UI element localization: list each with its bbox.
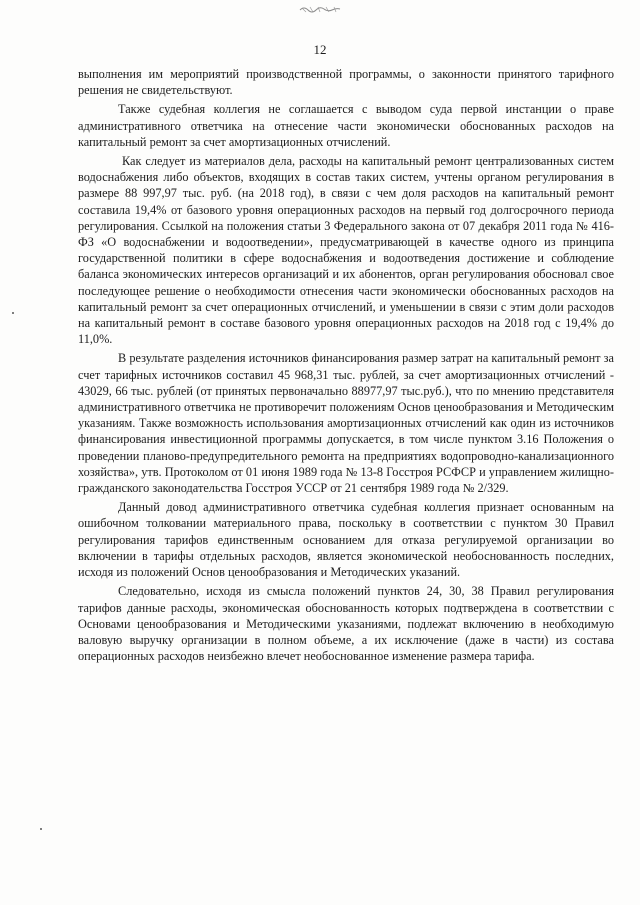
paragraph-6: Следовательно, исходя из смысла положений пунктов 24, 30, 38 Правил регулирования тарифов данные расходы, экономическая обоснованность которых подтверждена в соответствии с Основами ценообразования и Методическими указаниями, подлежат включению в необходимую валовую выручку организации в полном объеме, а их исключение (даже в части) из состава операционных расходов неизбежно влечет необоснованное изменение размера тарифа.: [78, 584, 614, 664]
scan-speck: [40, 828, 42, 830]
paragraph-5: Данный довод административного ответчика судебная коллегия признает основанным на ошибочном толковании материального права, поскольку в соответствии с пунктом 30 Правил регулирования тарифов единственным основанием для отказа регулируемой организации во включении в тарифы отдельных расходов, является экономической необоснованность последних, исходя из положений Основ ценообразования и Методических указаний.: [78, 500, 614, 580]
scan-speck: [12, 312, 14, 314]
paragraph-1: выполнения им мероприятий производственной программы, о законности принятого тарифного решения не свидетельствуют.: [78, 67, 614, 98]
paragraph-4: В результате разделения источников финансирования размер затрат на капитальный ремонт за счет тарифных источников составил 45 968,31 тыс. рублей, за счет амортизационных отчислений - 43029, 66 тыс. рублей (от принятых первоначально 88977,97 тыс.руб.), что по мнению представителя административного ответчика не противоречит положениям Основ ценообразования и Методическим указаниям. Также возможность использования амортизационных отчислений как один из источников финансирования инвестиционной программы допускается, в том числе пунктом 3.16 Положения о проведении планово-предупредительного ремонта на предприятиях водопроводно-канализационного хозяйства», утв. Протоколом от 01 июня 1989 года № 13-8 Госстроя РСФСР и управлением жилищно-гражданского законодательства Госстроя УССР от 21 сентября 1989 года № 2/329.: [78, 351, 614, 496]
document-body: [78, 66, 614, 667]
paragraph-3: Как следует из материалов дела, расходы на капитальный ремонт централизованных систем водоснабжения либо объектов, входящих в состав таких систем, учтены органом регулирования в размере 88 997,97 тыс. руб. (на 2018 год), в связи с чем доля расходов на капитальный ремонт составила 19,4% от базового уровня операционных расходов на первый год долгосрочного периода регулирования. Ссылкой на положения статьи 3 Федерального закона от 07 декабря 2011 года № 416-ФЗ «О водоснабжении и водоотведении», предусматривающей в качестве одного из принципа государственной политики в сфере водоснабжения и водоотведения достижение и соблюдение баланса экономических интересов организаций и их абонентов, орган регулирования обосновал свое последующее решение о необходимости отнесения части экономически обоснованных расходов на капитальный ремонт за счет операционных отчислений, и уменьшении в связи с этим доли расходов на капитальный ремонт в составе базового уровня операционных расходов на 2018 год с 19,4% до 11,0%.: [78, 154, 614, 347]
paragraph-2: Также судебная коллегия не соглашается с выводом суда первой инстанции о праве административного ответчика на отнесение части экономически обоснованных расходов на капитальный ремонт за счет амортизационных отчислений.: [78, 102, 614, 149]
page-number: 12: [313, 42, 327, 57]
header-stamp-mark: [298, 4, 342, 14]
